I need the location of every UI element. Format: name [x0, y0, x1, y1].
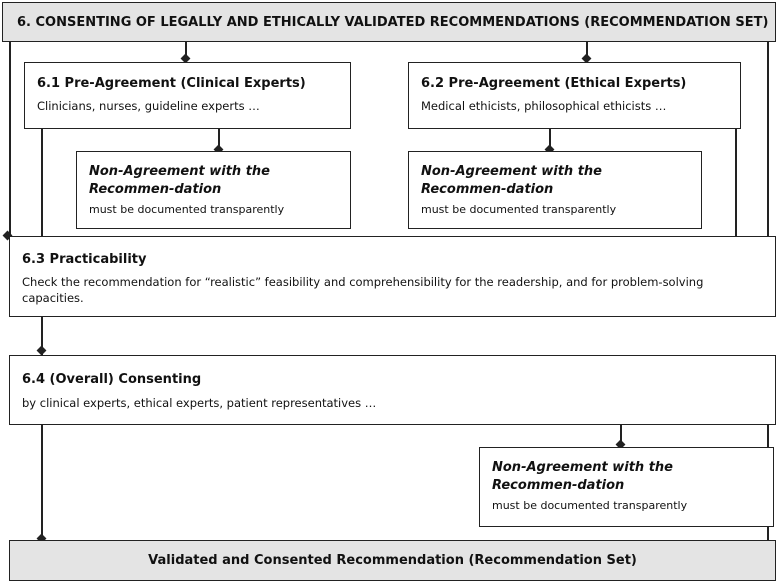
overall-consenting-title: 6.4 (Overall) Consenting: [22, 372, 202, 387]
connector-line: [41, 425, 43, 542]
connector-line: [9, 42, 11, 239]
practicability-box: [9, 236, 776, 317]
practicability-desc: Check the recommendation for “realistic” feasibility and comprehensibility for the readership, and for problem-solving capacities.: [22, 275, 704, 305]
section-header-title: 6. CONSENTING OF LEGALLY AND ETHICALLY VALIDATED RECOMMENDATIONS (RECOMMENDATION SET): [17, 15, 769, 30]
pre-agreement-ethical-box: [408, 62, 741, 129]
result-box: [9, 540, 776, 581]
connector-line: [767, 42, 769, 239]
result-title: Validated and Consented Recommendation (Recommendation Set): [148, 553, 637, 568]
overall-consenting-box: [9, 355, 776, 425]
non-agreement-consenting-title: Non-Agreement with the Recommen-dation: [492, 460, 673, 493]
non-agreement-ethical-box: [408, 151, 702, 229]
connector-line: [735, 129, 737, 239]
connector-line: [41, 129, 43, 239]
non-agreement-consenting-box: [479, 447, 774, 527]
pre-agreement-clinical-box: [24, 62, 351, 129]
non-agreement-ethical-desc: must be documented transparently: [421, 203, 617, 216]
overall-consenting-desc: by clinical experts, ethical experts, patient representatives …: [22, 396, 377, 410]
pre-agreement-ethical-title: 6.2 Pre-Agreement (Ethical Experts): [421, 76, 687, 91]
pre-agreement-clinical-desc: Clinicians, nurses, guideline experts …: [37, 99, 260, 113]
section-header: [2, 2, 776, 42]
practicability-title: 6.3 Practicability: [22, 252, 147, 267]
non-agreement-clinical-box: [76, 151, 351, 229]
non-agreement-consenting-desc: must be documented transparently: [492, 499, 688, 512]
non-agreement-clinical-desc: must be documented transparently: [89, 203, 285, 216]
arrowhead-icon: [37, 346, 47, 356]
pre-agreement-ethical-desc: Medical ethicists, philosophical ethicists …: [421, 99, 667, 113]
non-agreement-clinical-title: Non-Agreement with the Recommen-dation: [89, 164, 270, 197]
pre-agreement-clinical-title: 6.1 Pre-Agreement (Clinical Experts): [37, 76, 306, 91]
non-agreement-ethical-title: Non-Agreement with the Recommen-dation: [421, 164, 602, 197]
